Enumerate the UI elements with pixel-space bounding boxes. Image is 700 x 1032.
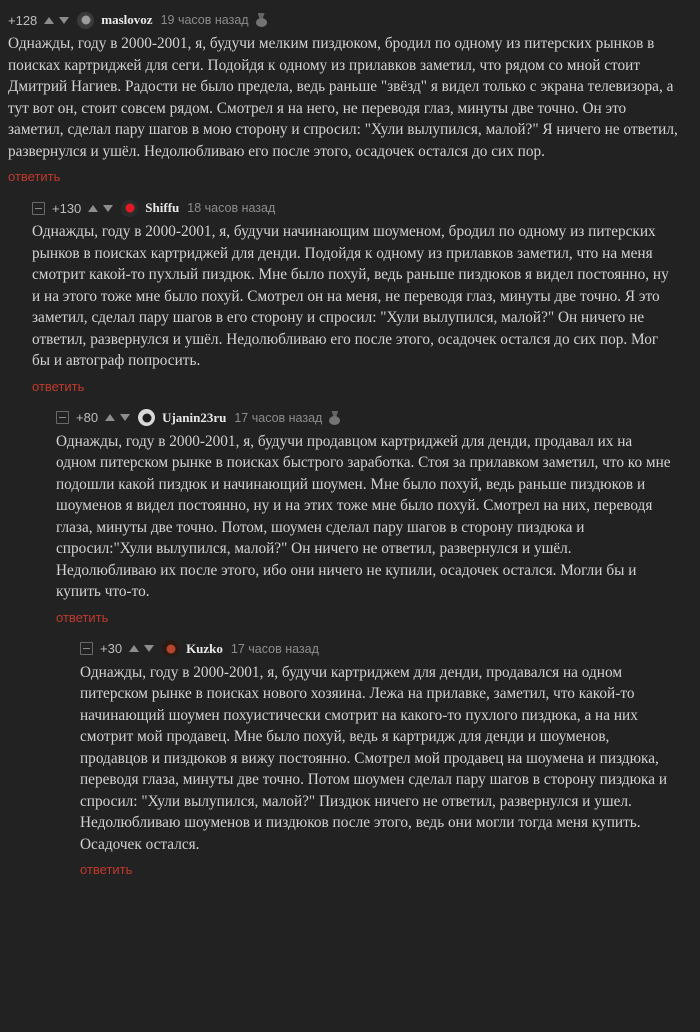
downvote-icon[interactable] bbox=[59, 17, 69, 24]
comment-timestamp: 17 часов назад bbox=[230, 641, 319, 656]
reply-button[interactable]: ответить bbox=[56, 609, 109, 625]
comment-score: +130 bbox=[52, 200, 82, 216]
collapse-toggle-icon[interactable] bbox=[32, 202, 45, 215]
avatar[interactable] bbox=[77, 12, 94, 29]
comment-body: Однажды, году в 2000-2001, я, будучи продавцом картриджей для денди, продавал их на одном питерском рынке в поисках быстрого заработка. Стоя за прилавком заметил, что ко мне подошли какой пиздюк и начинающий шоумен. Мне было похуй, ведь раньше пиздюков и шоуменов я видел постоянно, ну и на этих тоже мне было похуй. Смотрел на них, переводя глаза, минуты две точно. Потом, шоумен сделал пару шагов в сторону пиздюка и спросил:"Хули вылупился, малой?" Он ничего не ответил, развернулся и ушёл. Недолюбливаю их после этого, ибо они ничего не купили, осадочек остался. Могли бы и купить что-то. bbox=[56, 432, 671, 600]
medal-icon bbox=[256, 13, 267, 27]
comment-timestamp: 17 часов назад bbox=[234, 410, 323, 425]
upvote-icon[interactable] bbox=[129, 645, 139, 652]
comment-header bbox=[80, 639, 692, 659]
comment bbox=[32, 198, 692, 408]
comment-header bbox=[8, 10, 692, 30]
medal-icon bbox=[329, 411, 340, 425]
comment-body: Однажды, году в 2000-2001, я, будучи картриджем для денди, продавался на одном питерском рынке в поисках нового хозяина. Лежа на прилавке, заметил, что какой-то начинающий шоумен похуистически смотрит на какого-то пухлого пиздюка, а на них смотрит мой продавец. Мне было похуй, ведь я картридж для денди и шоуменов, продавцов и пиздюков я вижу постоянно. Смотрел мой продавец на шоумена и пиздюка, переводя глаза, минуты две точно. Потом шоумен сделал пару шагов в сторону пиздюка и спросил: "Хули вылупился, малой?" Пиздюк ничего не ответил, развернулся и ушел. Недолюбливаю шоуменов и пиздюков после этого, ведь они могли тогда меня купить. Осадочек остался. bbox=[80, 663, 668, 853]
avatar[interactable] bbox=[121, 200, 138, 217]
comment-timestamp: 19 часов назад bbox=[160, 13, 249, 27]
comment-author[interactable]: Shiffu bbox=[145, 200, 180, 215]
reply-button[interactable]: ответить bbox=[8, 169, 61, 184]
reply-button[interactable]: ответить bbox=[32, 378, 85, 394]
upvote-icon[interactable] bbox=[88, 205, 98, 212]
comment-author[interactable]: Ujanin23ru bbox=[162, 409, 227, 425]
comment bbox=[80, 639, 692, 892]
collapse-toggle-icon[interactable] bbox=[80, 642, 93, 655]
comment-header bbox=[56, 408, 692, 428]
comment-header bbox=[32, 198, 692, 218]
comment-author[interactable]: Kuzko bbox=[186, 640, 223, 656]
comment-author[interactable]: maslovoz bbox=[101, 12, 153, 27]
downvote-icon[interactable] bbox=[120, 414, 130, 421]
avatar[interactable] bbox=[138, 409, 155, 426]
comment bbox=[56, 408, 692, 639]
reply-button[interactable]: ответить bbox=[80, 862, 133, 877]
upvote-icon[interactable] bbox=[105, 414, 115, 421]
collapse-toggle-icon[interactable] bbox=[56, 411, 69, 424]
comment-score: +30 bbox=[100, 641, 123, 656]
comment-score: +80 bbox=[76, 410, 99, 425]
downvote-icon[interactable] bbox=[144, 645, 154, 652]
comment-timestamp: 18 часов назад bbox=[187, 201, 276, 215]
comment-body: Однажды, году в 2000-2001, я, будучи мелким пиздюком, бродил по одному из питерских рынков в поисках картриджей для сеги. Подойдя к одному из прилавков заметил, что рядом со мной стоит Дмитрий Нагиев. Радости не было предела, ведь раньше "звёзд" я видел только с экрана телевизора, а тут вот он, стоит совсем рядом. Смотрел я на него, не переводя глаз, минуты две точно. Он это заметил, сделал пару шагов в мою сторону и спросил: "Хули вылупился, малой?" Я ничего не ответил, развернулся и ушёл. Недолюбливаю его после этого, осадочек остался до сих пор. bbox=[8, 35, 678, 160]
avatar[interactable] bbox=[162, 640, 179, 657]
comment-body: Однажды, году в 2000-2001, я, будучи начинающим шоуменом, бродил по одному из питерских рынков в поисках картриджей для денди. Подойдя к одному из прилавков заметил, что на меня смотрит какой-то пухлый пиздюк. Мне было похуй, ведь раньше пиздюков я видел постоянно, ну и на этого тоже мне было похуй. Смотрел он на меня, не переводя глаз, минуты две точно. Я это заметил, сделал пару шагов в его сторону и спросил: "Хули вылупился, малой?" Он ничего не ответил, развернулся и ушёл. Недолюбливаю его после этого, осадочек остался до сих пор. Мог бы и автограф попросить. bbox=[32, 223, 669, 369]
upvote-icon[interactable] bbox=[44, 17, 54, 24]
downvote-icon[interactable] bbox=[103, 205, 113, 212]
comment bbox=[8, 10, 692, 198]
comment-score: +128 bbox=[8, 12, 38, 28]
